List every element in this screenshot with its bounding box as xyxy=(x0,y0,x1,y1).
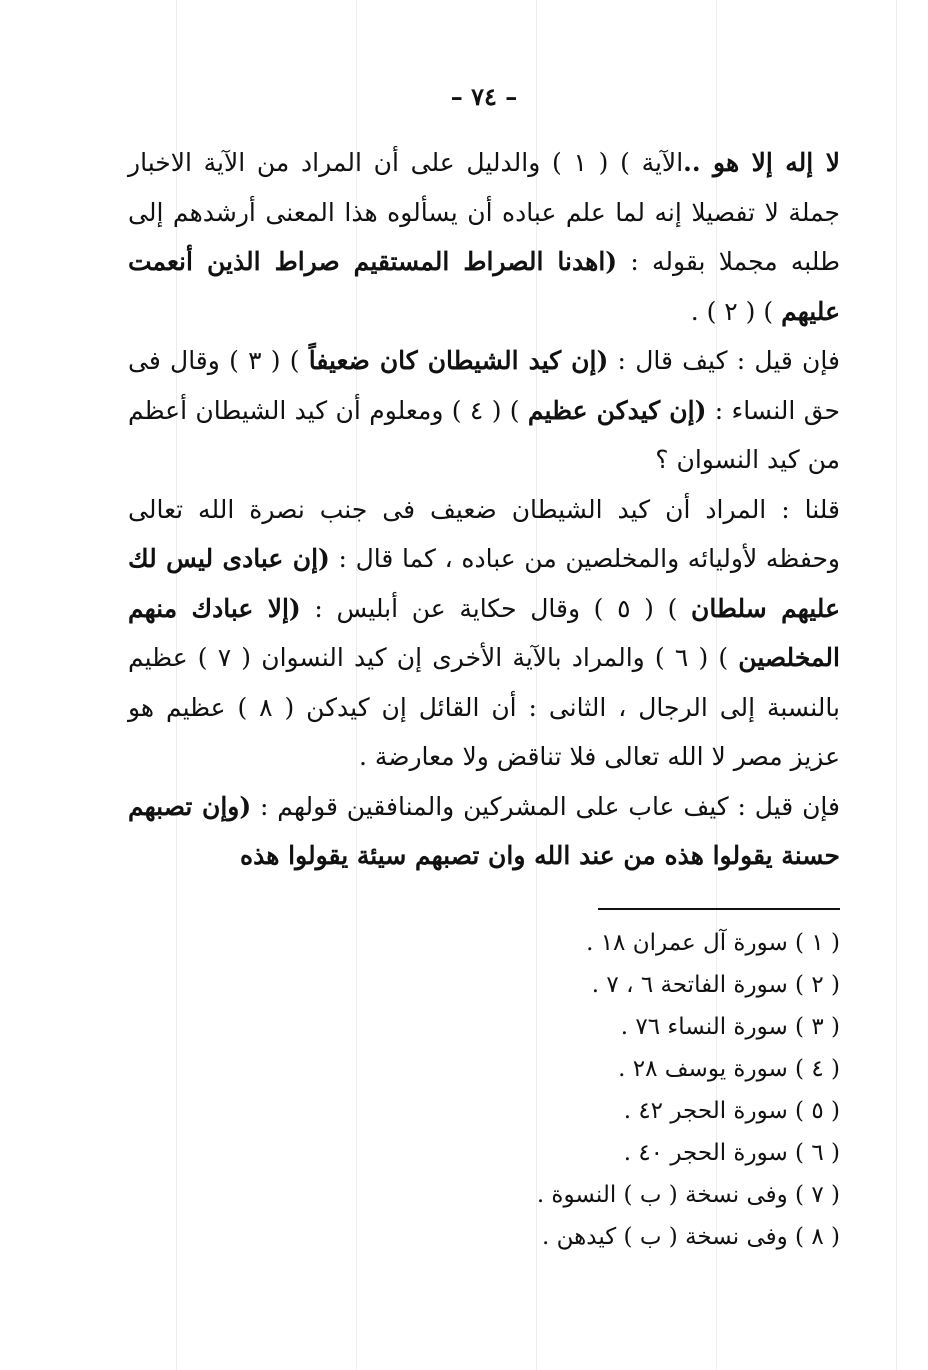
quran-quote: (إن كيدكن عظيم xyxy=(527,395,707,425)
footnote-item: ( ١ ) سورة آل عمران ١٨ . xyxy=(586,930,840,956)
quran-quote: (وإن تصبهم حسنة يقولوا هذه من عند الله وان تصبهم سيئة يقولوا هذه xyxy=(128,791,840,870)
text-segment: ) ( ٥ ) وقال حكاية عن أبليس : xyxy=(300,593,691,623)
footnote-item: ( ٧ ) وفى نسخة ( ب ) النسوة . xyxy=(536,1182,840,1208)
quran-quote: لا إله إلا هو .. xyxy=(683,148,840,177)
text-segment: قلنا : المراد أن كيد الشيطان ضعيف فى جنب نصرة الله تعالى وحفظه لأوليائه والمخلصين من عباده ، كما قال : xyxy=(128,494,840,573)
quran-quote: (إلا عبادك منهم المخلصين xyxy=(128,593,840,672)
page-number: – ٧٤ – xyxy=(450,82,518,111)
paragraph-2 xyxy=(128,336,840,485)
main-text xyxy=(128,138,840,881)
footnote-item: ( ٦ ) سورة الحجر ٤٠ . xyxy=(623,1140,840,1166)
text-segment: ) ( ٢ ) . xyxy=(690,296,782,326)
footnote-divider xyxy=(598,908,840,910)
footnote-item: ( ٣ ) سورة النساء ٧٦ . xyxy=(620,1014,840,1040)
footnote-item: ( ٢ ) سورة الفاتحة ٦ ، ٧ . xyxy=(591,972,840,998)
text-segment: فإن قيل : كيف قال : xyxy=(608,346,840,375)
paragraph-1 xyxy=(128,138,840,336)
text-segment: ) ( ٣ ) وقال فى حق النساء : xyxy=(128,346,840,425)
quran-quote: (إن كيد الشيطان كان ضعيفاً xyxy=(308,346,609,375)
text-segment: ) ( ٦ ) والمراد بالآية الأخرى إن كيد النسوان ( ٧ ) عظيم بالنسبة إلى الرجال ، الثانى : أن القائل إن كيدكن ( ٨ ) عظيم هو عزيز مصر لا الله تعالى فلا تناقض ولا معارضة . xyxy=(128,643,840,771)
text-segment: الآية ) ( ١ ) والدليل على أن المراد من الآية الاخبار جملة لا تفصيلا إنه لما علم عباده أن يسألوه هذا المعنى أرشدهم إلى طلبه مجملا بقوله : xyxy=(128,148,840,276)
quran-quote: (اهدنا الصراط المستقيم صراط الذين أنعمت عليهم xyxy=(128,247,840,326)
footnote-item: ( ٨ ) وفى نسخة ( ب ) كيدهن . xyxy=(542,1224,840,1250)
footnotes-list xyxy=(480,922,840,1258)
footnote-item: ( ٤ ) سورة يوسف ٢٨ . xyxy=(618,1056,840,1082)
paragraph-4 xyxy=(128,782,840,881)
text-segment: فإن قيل : كيف عاب على المشركين والمنافقين قولهم : xyxy=(251,791,840,821)
text-segment: ) ( ٤ ) ومعلوم أن كيد الشيطان أعظم من كيد النسوان ؟ xyxy=(128,395,840,474)
paragraph-3 xyxy=(128,485,840,782)
footnote-item: ( ٥ ) سورة الحجر ٤٢ . xyxy=(623,1098,840,1124)
quran-quote: (إن عبادى ليس لك عليهم سلطان xyxy=(128,544,840,623)
